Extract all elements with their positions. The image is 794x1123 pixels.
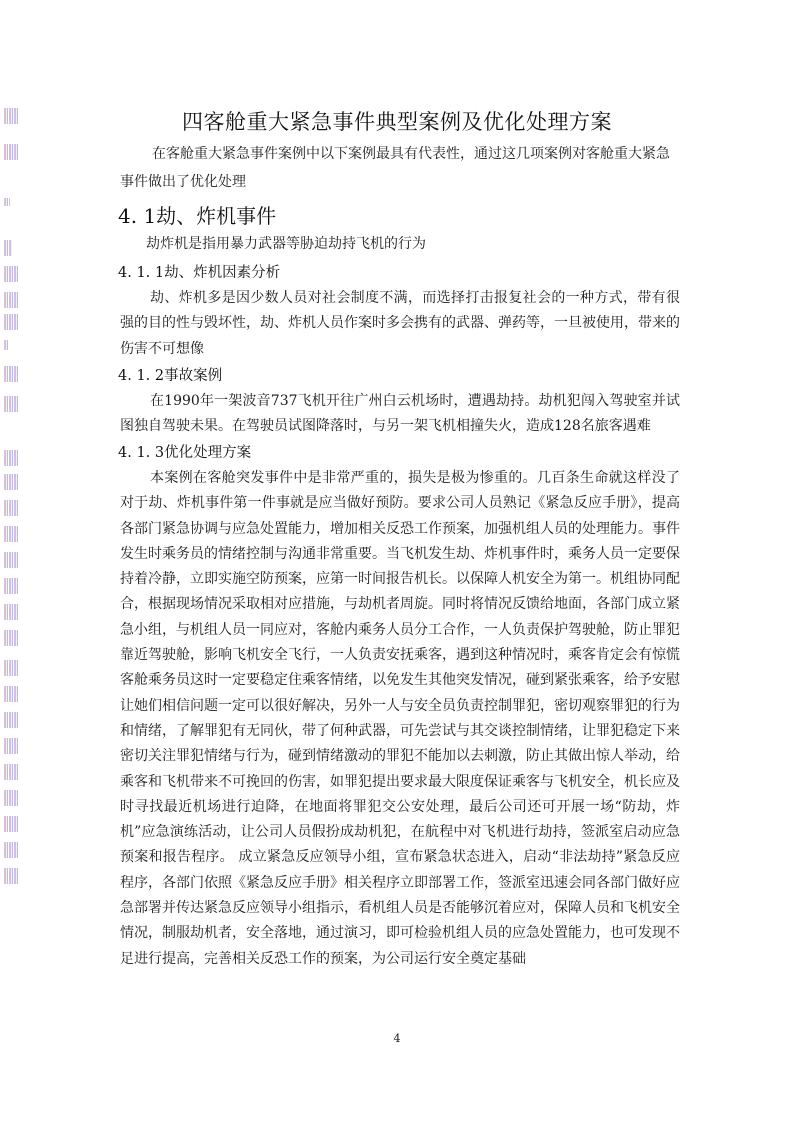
subsection-heading-analysis: 4. 1. 1劫、炸机因素分析: [118, 265, 281, 281]
section-heading: 4. 1劫、炸机事件: [118, 204, 277, 228]
subsection-heading-solution: 4. 1. 3优化处理方案: [118, 445, 252, 461]
intro-paragraph: 在客舱重大紧急事件案例中以下案例最具有代表性，通过这几项案例对客舱重大紧急事件做出了优化处理: [120, 146, 670, 190]
analysis-paragraph: 劫、炸机多是因少数人员对社会制度不满，而选择打击报复社会的一种方式，带有很强的目的性与毁坏性，劫、炸机人员作案时多会携有的武器、弹药等，一旦被使用，带来的伤害不可想像: [120, 290, 680, 357]
section-definition: 劫炸机是指用暴力武器等胁迫劫持飞机的行为: [146, 236, 426, 252]
left-margin-scan-artifacts: [0, 100, 26, 660]
case-paragraph: 在1990年一架波音737飞机开往广州白云机场时，遭遇劫持。劫机犯闯入驾驶室并试图独自驾驶未果。在驾驶员试图降落时，与另一架飞机相撞失火，造成128名旅客遇难: [120, 393, 680, 435]
left-margin-scan-artifacts-lower: [0, 660, 26, 940]
subsection-heading-case: 4. 1. 2事故案例: [118, 368, 223, 384]
page-number: 4: [393, 1032, 401, 1045]
page-title: 四客舱重大紧急事件典型案例及优化处理方案: [182, 110, 612, 134]
solution-paragraph: 本案例在客舱突发事件中是非常严重的，损失是极为惨重的。几百条生命就这样没了对于劫、炸机事件第一件事就是应当做好预防。要求公司人员熟记《紧急反应手册》，提高各部门紧急协调与应急处置能力，增加相关反恐工作预案，加强机组人员的处理能力。事件发生时乘务员的情绪控制与沟通非常重要。当飞机发生劫、炸机事件时，乘务人员一定要保持着冷静，立即实施空防预案，应第一时间报告机长。以保障人机安全为第一。机组协同配合，根据现场情况采取相对应措施，与劫机者周旋。同时将情况反馈给地面，各部门成立紧急小组，与机组人员一同应对，客舱内乘务人员分工合作，一人负责保护驾驶舱，防止罪犯靠近驾驶舱，影响飞机安全飞行，一人负责安抚乘客，遇到这种情况时，乘客肯定会有惊慌客舱乘务员这时一定要稳定住乘客情绪，以免发生其他突发情况，碰到紧张乘客，给予安慰让她们相信问题一定可以很好解决，另外一人与安全员负责控制罪犯，密切观察罪犯的行为和情绪，了解罪犯有无同伙，带了何种武器，可先尝试与其交谈控制情绪，让罪犯稳定下来密切关注罪犯情绪与行为，碰到情绪激动的罪犯不能加以去刺激，防止其做出惊人举动，给乘客和飞机带来不可挽回的伤害，如罪犯提出要求最大限度保证乘客与飞机安全，机长应及时寻找最近机场进行迫降，在地面将罪犯交公安处理，最后公司还可开展一场“防劫，炸机”应急演练活动，让公司人员假扮成劫机犯，在航程中对飞机进行劫持，签派室启动应急预案和报告程序。 成立紧急反应领导小组，宣布紧急状态进入，启动“非法劫持”紧急反应程序，各部门依照《紧急反应手册》相关程序立即部署工作，签派室迅速会同各部门做好应急部署并传达紧急反应领导小组指示，看机组人员是否能够沉着应对，保障人员和飞机安全情况，制服劫机者，安全落地，通过演习，即可检验机组人员的应急处置能力，也可发现不足进行提高，完善相关反恐工作的预案，为公司运行安全奠定基础: [120, 470, 680, 967]
